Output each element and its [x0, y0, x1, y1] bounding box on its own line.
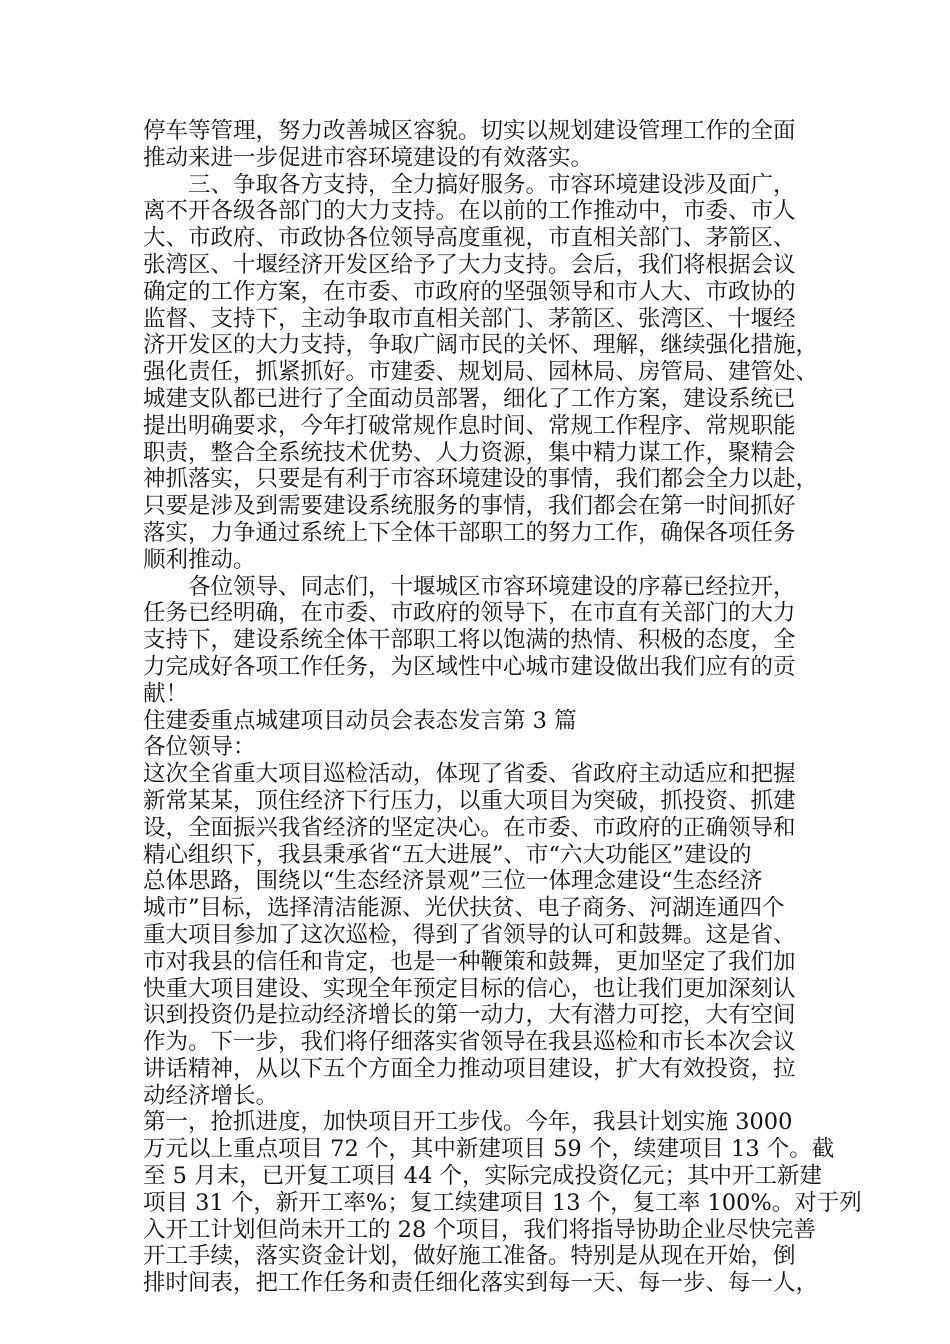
text-line: 各位领导：: [143, 734, 256, 761]
text-line: 市对我县的信任和肯定，也是一种鞭策和鼓舞，更加坚定了我们加: [143, 948, 796, 975]
text-line: 推动来进一步促进市容环境建设的有效落实。: [143, 144, 594, 171]
text-line: 第一，抢抓进度，加快项目开工步伐。今年，我县计划实施 3000: [143, 1109, 793, 1136]
text-line: 项目 31 个，新开工率%；复工续建项目 13 个，复工率 100%。对于列: [143, 1189, 862, 1216]
text-line: 大、市政府、市政协各位领导高度重视，市直相关部门、茅箭区、: [143, 225, 796, 252]
text-line: 神抓落实，只要是有利于市容环境建设的事情，我们都会全力以赴，: [143, 466, 819, 493]
text-line: 各位领导、同志们，十堰城区市容环境建设的序幕已经拉开，: [143, 573, 796, 600]
text-line: 只要是涉及到需要建设系统服务的事情，我们都会在第一时间抓好: [143, 493, 796, 520]
text-line: 讲话精神，从以下五个方面全力推动项目建设，扩大有效投资，拉: [143, 1055, 796, 1082]
text-line: 确定的工作方案，在市委、市政府的坚强领导和市人大、市政协的: [143, 278, 796, 305]
text-line: 停车等管理，努力改善城区容貌。切实以规划建设管理工作的全面: [143, 118, 796, 144]
text-line: 住建委重点城建项目动员会表态发言第 3 篇: [143, 707, 577, 734]
text-line: 强化责任，抓紧抓好。市建委、规划局、园林局、房管局、建管处、: [143, 359, 819, 386]
text-line: 任务已经明确，在市委、市政府的领导下，在市直有关部门的大力: [143, 600, 796, 627]
text-line: 献！: [143, 680, 189, 707]
text-line: 新常某某，顶住经济下行压力，以重大项目为突破，抓投资、抓建: [143, 787, 796, 814]
text-line: 排时间表，把工作任务和责任细化落实到每一天、每一步、每一人，: [143, 1270, 819, 1297]
text-line: 离不开各级各部门的大力支持。在以前的工作推动中，市委、市人: [143, 198, 796, 225]
text-line: 重大项目参加了这次巡检，得到了省领导的认可和鼓舞。这是省、: [143, 921, 796, 948]
text-line: 这次全省重大项目巡检活动，体现了省委、省政府主动适应和把握: [143, 761, 796, 788]
document-body: [143, 118, 862, 1297]
text-line: 职责，整合全系统技术优势、人力资源，集中精力谋工作，聚精会: [143, 439, 796, 466]
text-line: 力完成好各项工作任务，为区域性中心城市建设做出我们应有的贡: [143, 653, 796, 680]
text-line: 总体思路，围绕以“生态经济景观”三位一体理念建设“生态经济: [143, 868, 763, 895]
text-line: 监督、支持下，主动争取市直相关部门、茅箭区、张湾区、十堰经: [143, 305, 796, 332]
text-line: 张湾区、十堰经济开发区给予了大力支持。会后，我们将根据会议: [143, 251, 796, 278]
text-line: 三、争取各方支持，全力搞好服务。市容环境建设涉及面广，: [143, 171, 796, 198]
text-line: 万元以上重点项目 72 个，其中新建项目 59 个，续建项目 13 个。截: [143, 1136, 835, 1163]
text-line: 识到投资仍是拉动经济增长的第一动力，大有潜力可挖，大有空间: [143, 1002, 796, 1029]
text-line: 城建支队都已进行了全面动员部署，细化了工作方案，建设系统已: [143, 385, 796, 412]
text-line: 精心组织下，我县秉承省“五大进展”、市“六大功能区”建设的: [143, 841, 752, 868]
text-line: 设，全面振兴我省经济的坚定决心。在市委、市政府的正确领导和: [143, 814, 796, 841]
text-line: 支持下，建设系统全体干部职工将以饱满的热情、积极的态度，全: [143, 627, 796, 654]
text-line: 动经济增长。: [143, 1082, 279, 1109]
text-line: 城市”目标，选择清洁能源、光伏扶贫、电子商务、河湖连通四个: [143, 895, 785, 922]
text-line: 入开工计划但尚未开工的 28 个项目，我们将指导协助企业尽快完善: [143, 1216, 816, 1243]
text-line: 落实，力争通过系统上下全体干部职工的努力工作，确保各项任务: [143, 519, 796, 546]
text-line: 至 5 月末，已开复工项目 44 个，实际完成投资亿元；其中开工新建: [143, 1163, 823, 1190]
text-line: 快重大项目建设、实现全年预定目标的信心，也让我们更加深刻认: [143, 975, 796, 1002]
text-line: 顺利推动。: [143, 546, 256, 573]
text-line: 作为。下一步，我们将仔细落实省领导在我县巡检和市长本次会议: [143, 1029, 796, 1056]
text-line: 济开发区的大力支持，争取广阔市民的关怀、理解，继续强化措施，: [143, 332, 819, 359]
text-line: 提出明确要求，今年打破常规作息时间、常规工作程序、常规职能: [143, 412, 796, 439]
text-line: 开工手续，落实资金计划，做好施工准备。特别是从现在开始，倒: [143, 1243, 796, 1270]
